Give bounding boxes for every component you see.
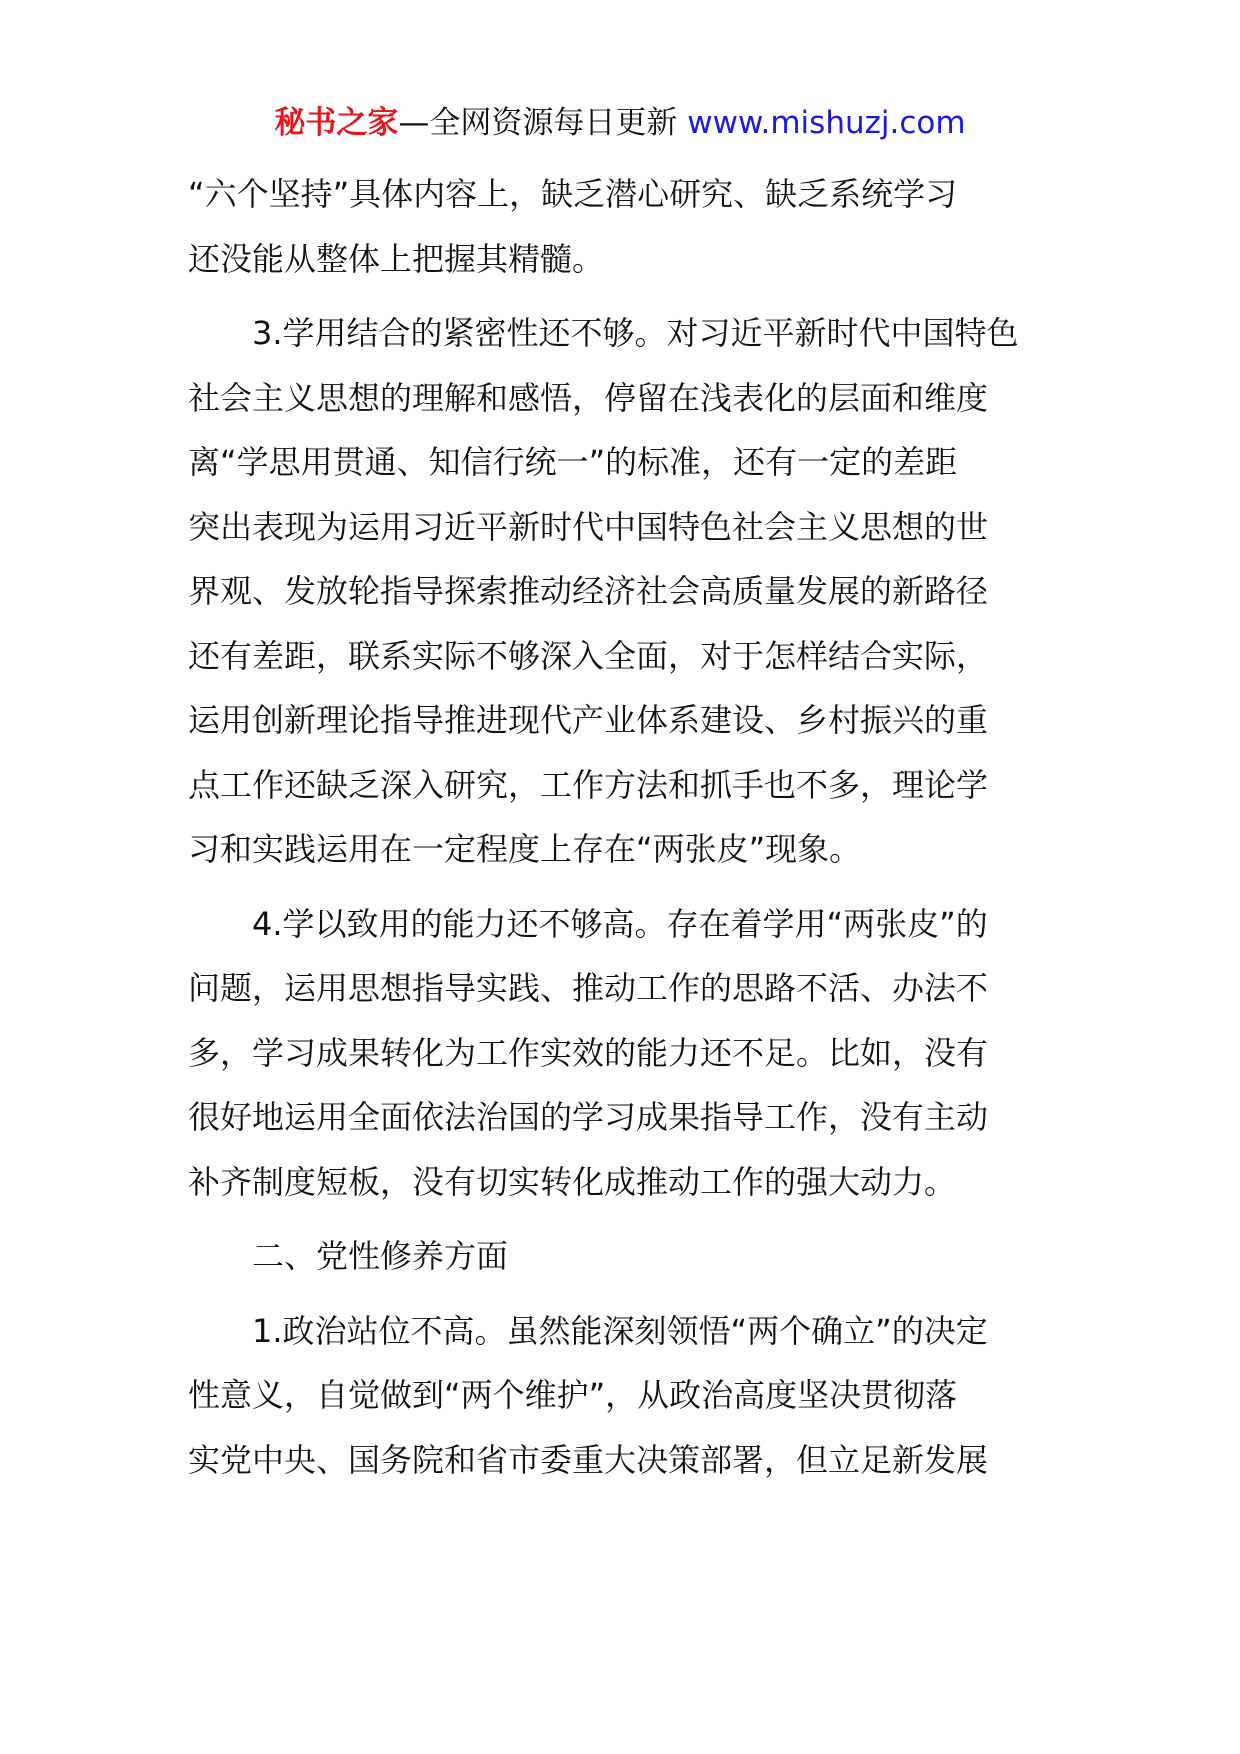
text-line: 4.学以致用的能力还不够高。存在着学用“两张皮”的 bbox=[188, 904, 988, 943]
brand-name: 秘书之家 bbox=[274, 105, 399, 141]
paragraph-1 bbox=[188, 162, 1068, 291]
text-line: 突出表现为运用习近平新时代中国特色社会主义思想的世 bbox=[188, 507, 989, 546]
text-line: 运用创新理论指导推进现代产业体系建设、乡村振兴的重 bbox=[188, 701, 989, 739]
header-tagline: —全网资源每日更新 bbox=[398, 105, 688, 141]
text-line: 点工作还缺乏深入研究，工作方法和抓手也不多，理论学 bbox=[188, 765, 989, 804]
site-url: www.mishuzj.com bbox=[687, 105, 966, 141]
paragraph-4 bbox=[188, 1299, 1068, 1493]
text-line: 实党中央、国务院和省市委重大决策部署，但立足新发展 bbox=[188, 1440, 989, 1479]
text-line: 很好地运用全面依法治国的学习成果指导工作，没有主动 bbox=[188, 1098, 989, 1136]
text-line: 还没能从整体上把握其精髓。 bbox=[188, 239, 605, 278]
text-line: 补齐制度短板，没有切实转化成推动工作的强大动力。 bbox=[188, 1162, 957, 1201]
text-line: 性意义，自觉做到“两个维护”，从政治高度坚决贯彻落 bbox=[188, 1376, 958, 1414]
text-line: 界观、发放轮指导探索推动经济社会高质量发展的新路径 bbox=[188, 572, 989, 610]
text-line: 离“学思用贯通、知信行统一”的标准，还有一定的差距 bbox=[188, 443, 958, 481]
text-line: 3.学用结合的紧密性还不够。对习近平新时代中国特色 bbox=[188, 314, 1019, 352]
text-line: 还有差距，联系实际不够深入全面，对于怎样结合实际， bbox=[188, 636, 989, 675]
text-line: 1.政治站位不高。虽然能深刻领悟“两个确立”的决定 bbox=[188, 1311, 988, 1350]
document-body bbox=[188, 162, 1068, 1492]
text-line: 问题，运用思想指导实践、推动工作的思路不活、办法不 bbox=[188, 969, 989, 1007]
page-header bbox=[0, 100, 1240, 146]
text-line: 社会主义思想的理解和感悟，停留在浅表化的层面和维度 bbox=[188, 378, 989, 417]
text-line: “六个坚持”具体内容上，缺乏潜心研究、缺乏系统学习 bbox=[188, 175, 958, 213]
section-heading bbox=[188, 1224, 1068, 1289]
text-line: 多，学习成果转化为工作实效的能力还不足。比如，没有 bbox=[188, 1033, 989, 1072]
text-line: 习和实践运用在一定程度上存在“两张皮”现象。 bbox=[188, 830, 862, 868]
paragraph-3 bbox=[188, 892, 1068, 1215]
paragraph-2 bbox=[188, 301, 1068, 882]
heading-line: 二、党性修养方面 bbox=[188, 1237, 509, 1275]
